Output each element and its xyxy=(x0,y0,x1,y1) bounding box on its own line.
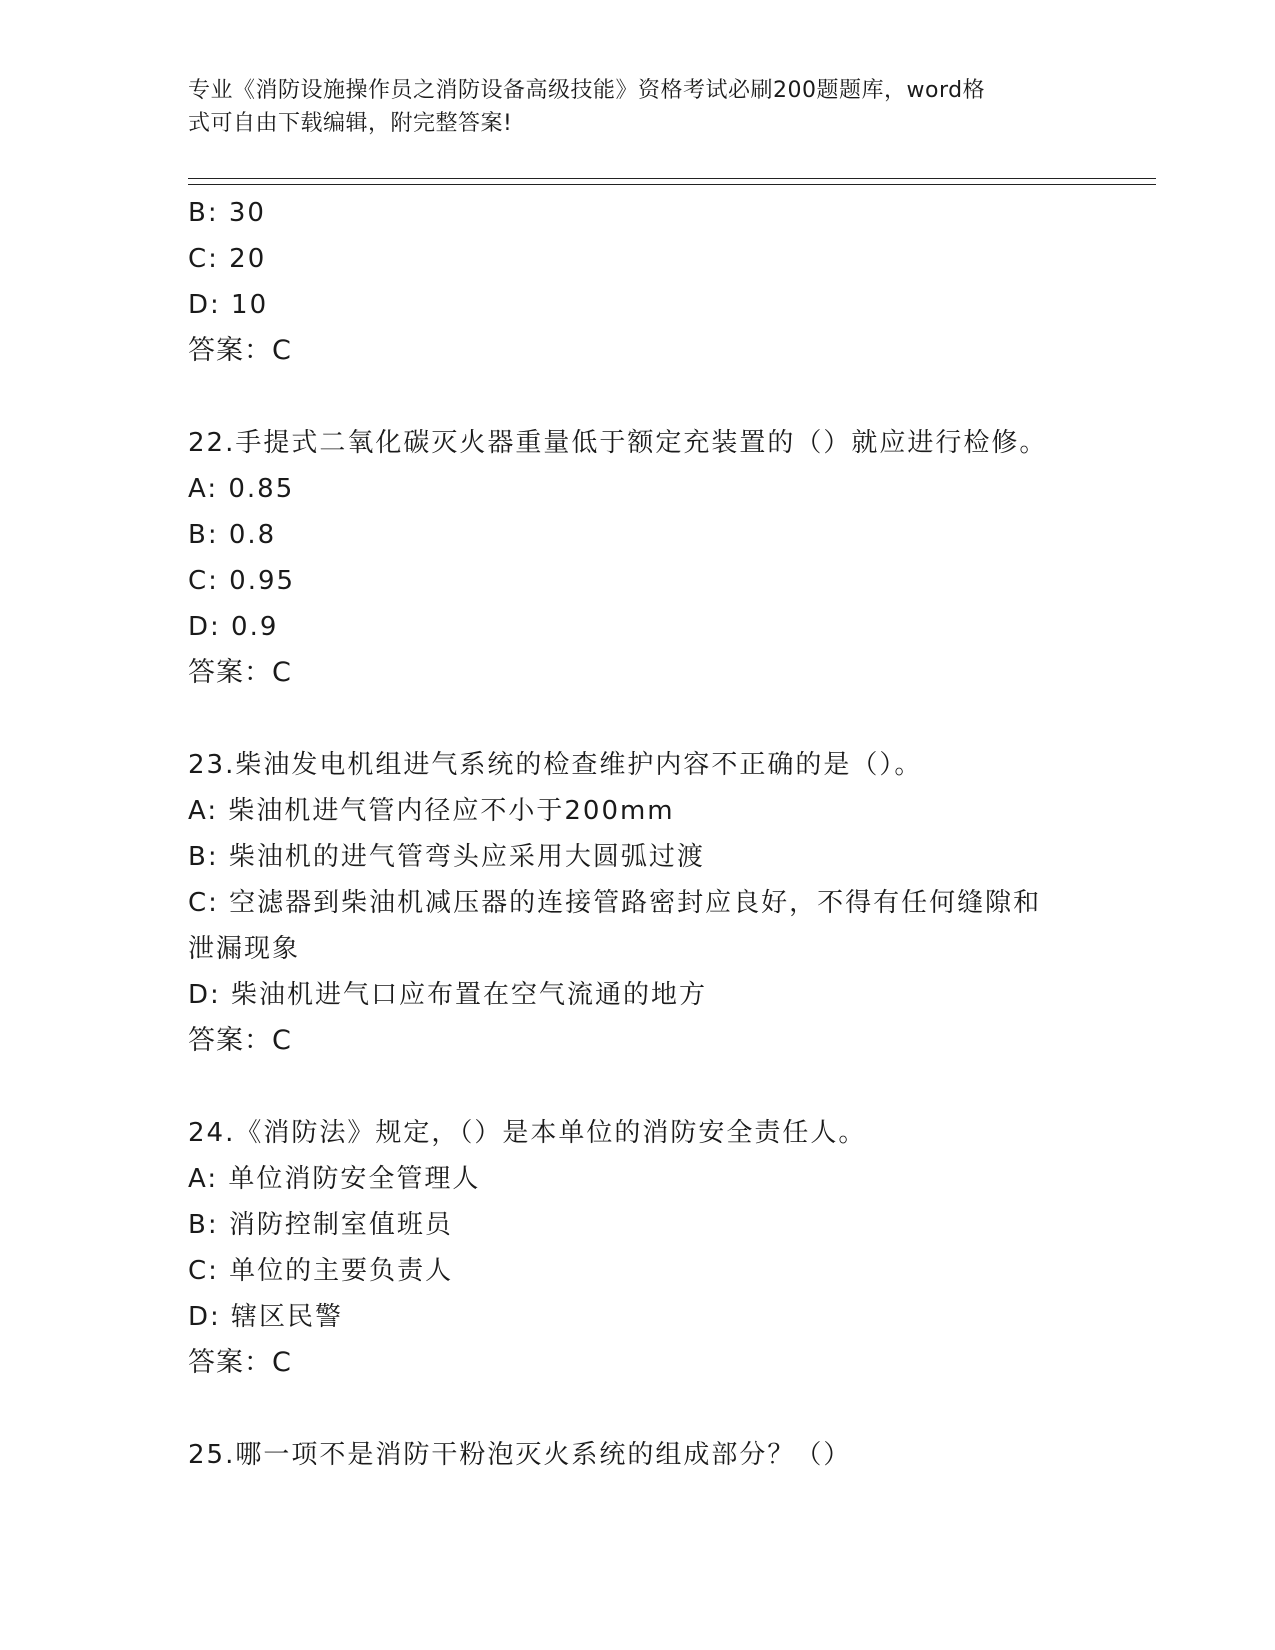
q25-title: 25.哪一项不是消防干粉泡灭火系统的组成部分？（） xyxy=(188,1440,852,1470)
q23-option-d: D: 柴油机进气口应布置在空气流通的地方 xyxy=(188,980,708,1010)
q24-answer: 答案：C xyxy=(188,1347,292,1378)
spacer xyxy=(188,374,1088,420)
header-line-2: 式可自由下载编辑，附完整答案! xyxy=(188,111,513,136)
question-23 xyxy=(188,742,1088,1064)
q23-title: 23.柴油发电机组进气系统的检查维护内容不正确的是（）。 xyxy=(188,750,923,780)
spacer xyxy=(188,696,1088,742)
q23-answer: 答案：C xyxy=(188,1025,292,1056)
q22-option-c: C: 0.95 xyxy=(188,566,296,596)
q21-option-c: C: 20 xyxy=(188,244,267,274)
question-25 xyxy=(188,1432,1088,1478)
q24-title: 24.《消防法》规定，（）是本单位的消防安全责任人。 xyxy=(188,1118,867,1148)
q21-option-b: B: 30 xyxy=(188,198,266,228)
spacer xyxy=(188,1064,1088,1110)
header-line-1: 专业《消防设施操作员之消防设备高级技能》资格考试必刷200题题库，word格 xyxy=(188,78,986,103)
question-24 xyxy=(188,1110,1088,1386)
q24-option-c: C: 单位的主要负责人 xyxy=(188,1256,454,1286)
q21-answer: 答案：C xyxy=(188,335,292,366)
q22-option-d: D: 0.9 xyxy=(188,612,279,642)
q24-option-d: D: 辖区民警 xyxy=(188,1302,344,1332)
q22-answer: 答案：C xyxy=(188,657,292,688)
question-list xyxy=(188,190,1088,1478)
q24-option-a: A: 单位消防安全管理人 xyxy=(188,1164,481,1194)
document-header xyxy=(188,74,1068,140)
q23-option-b: B: 柴油机的进气管弯头应采用大圆弧过渡 xyxy=(188,842,705,872)
header-divider-bottom xyxy=(188,184,1156,185)
spacer xyxy=(188,1386,1088,1432)
q23-option-c-continued: 泄漏现象 xyxy=(188,934,301,964)
q23-option-c: C: 空滤器到柴油机减压器的连接管路密封应良好，不得有任何缝隙和 xyxy=(188,888,1042,918)
q24-option-b: B: 消防控制室值班员 xyxy=(188,1210,453,1240)
question-21 xyxy=(188,190,1088,374)
q22-option-a: A: 0.85 xyxy=(188,474,295,504)
header-divider-top xyxy=(188,178,1156,179)
q22-option-b: B: 0.8 xyxy=(188,520,277,550)
q21-option-d: D: 10 xyxy=(188,290,269,320)
q22-title: 22.手提式二氧化碳灭火器重量低于额定充装置的（）就应进行检修。 xyxy=(188,428,1048,458)
q23-option-a: A: 柴油机进气管内径应不小于200mm xyxy=(188,796,675,826)
question-22 xyxy=(188,420,1088,696)
